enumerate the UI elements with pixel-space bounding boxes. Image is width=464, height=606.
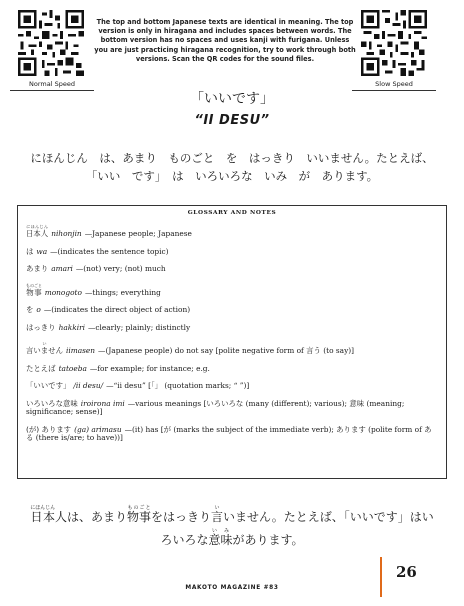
- kanji-imi: 意味: [208, 533, 233, 548]
- glossary-entry: [26, 382, 438, 391]
- entry-romaji: iroirona imi: [80, 398, 125, 408]
- entry-definition: —clearly; plainly; distinctly: [87, 322, 191, 332]
- furigana: にほんじん: [30, 505, 56, 511]
- entry-romaji: amari: [51, 264, 73, 274]
- entry-romaji: tatoeba: [58, 363, 87, 373]
- glossary-entry: [26, 248, 438, 257]
- entry-jp: 物事: [26, 287, 42, 297]
- page-number-bar: [380, 557, 382, 597]
- entry-definition: —for example; for instance; e.g.: [89, 363, 210, 373]
- slow-speed-label: Slow Speed: [352, 80, 436, 91]
- qr-code-icon: [361, 10, 427, 76]
- glossary-entry: [26, 341, 438, 356]
- entry-jp: あまり: [26, 264, 49, 274]
- entry-jp: を: [26, 305, 34, 315]
- kanji-text: [26, 505, 438, 553]
- glossary-box: [17, 205, 447, 479]
- entry-romaji: nihonjin: [51, 229, 82, 238]
- entry-jp: はっきり: [26, 322, 56, 332]
- qr-code-normal-speed[interactable]: [18, 10, 84, 76]
- entry-jp: (が) あります: [26, 424, 72, 434]
- entry-definition: —Japanese people; Japanese: [84, 229, 192, 238]
- glossary-entry: [26, 426, 438, 443]
- kanji-text-part: があります。: [232, 533, 304, 548]
- glossary-entry: [26, 306, 438, 315]
- entry-definition: —(Japanese people) do not say [polite negative form of 言う (to say)]: [98, 346, 355, 356]
- glossary-entry: [26, 283, 438, 298]
- glossary-title: GLOSSARY AND NOTES: [187, 210, 277, 216]
- entry-reading: い: [26, 341, 63, 347]
- entry-romaji: iimasen: [65, 346, 96, 356]
- kanji-nihon: 日本: [30, 510, 56, 524]
- magazine-footer: MAKOTO MAGAZINE #83: [185, 585, 279, 591]
- kanji-text-part: をはっきり: [151, 510, 212, 524]
- page-number: 26: [396, 563, 417, 581]
- entry-reading: ものごと: [26, 282, 42, 288]
- glossary-entry: [26, 324, 438, 333]
- entry-romaji: o: [36, 305, 41, 315]
- intro-note: The top and bottom Japanese texts are identical in meaning. The top version is only in hiragana and includes spaces between words. The bottom version has no spaces and uses kanji with furigana. Unless you are just practicing hiragana recognition, try to work through both versions. Scan the QR codes for the sound files.: [94, 18, 356, 63]
- furigana: いみ: [208, 528, 233, 535]
- glossary-entry: [26, 224, 438, 239]
- entry-definition: —(indicates the sentence topic): [50, 246, 169, 256]
- qr-code-icon: [18, 10, 84, 76]
- glossary-entry: [26, 365, 438, 374]
- entry-romaji: (ga) arimasu: [74, 424, 122, 434]
- entry-jp: いろいろな意味: [26, 398, 78, 408]
- kanji-text-part: いません。たとえば、「いいです」はいろいろな: [160, 510, 434, 548]
- entry-definition: —“ii desu” [「」 (quotation marks; “ ”)]: [106, 381, 250, 391]
- entry-jp: 日本人: [26, 229, 49, 238]
- entry-romaji: hakkiri: [58, 322, 85, 332]
- entry-jp: は: [26, 246, 34, 256]
- entry-jp: たとえば: [26, 363, 56, 373]
- qr-code-slow-speed[interactable]: [361, 10, 427, 76]
- entry-definition: —various meanings [いろいろな (many (different); various); 意味 (meaning; significance; sense)]: [26, 398, 405, 417]
- normal-speed-label: Normal Speed: [10, 80, 94, 91]
- kanji-i: 言: [211, 510, 224, 524]
- kanji-monogoto: 物事: [127, 510, 152, 524]
- entry-jp: 言いません: [26, 346, 63, 356]
- hiragana-text: にほんじん は、あまり ものごと を はっきり いいません。たとえば、「いい です」 は いろいろな いみ が あります。: [30, 151, 434, 183]
- kanji-text-part: 人は、あまり: [54, 510, 127, 524]
- title-japanese: 「いいです」: [190, 91, 274, 107]
- entry-definition: —things; everything: [84, 287, 161, 297]
- glossary-entry: [26, 400, 438, 417]
- entry-definition: —(not) very; (not) much: [75, 264, 166, 274]
- furigana: ものごと: [127, 505, 152, 511]
- entry-jp: 「いいです」: [26, 381, 71, 391]
- entry-romaji: monogoto: [44, 287, 82, 297]
- furigana: い: [211, 505, 224, 511]
- entry-romaji: wa: [36, 246, 48, 256]
- entry-reading: にほんじん: [26, 224, 49, 229]
- entry-romaji: /ii desu/: [73, 381, 104, 391]
- glossary-entry: [26, 265, 438, 274]
- entry-definition: —(it) has [が (marks the subject of the immediate verb); あります (polite form of ある (there is/are; to have))]: [26, 424, 432, 443]
- title-romaji: “II DESU”: [194, 113, 270, 128]
- entry-definition: —(indicates the direct object of action): [43, 305, 191, 315]
